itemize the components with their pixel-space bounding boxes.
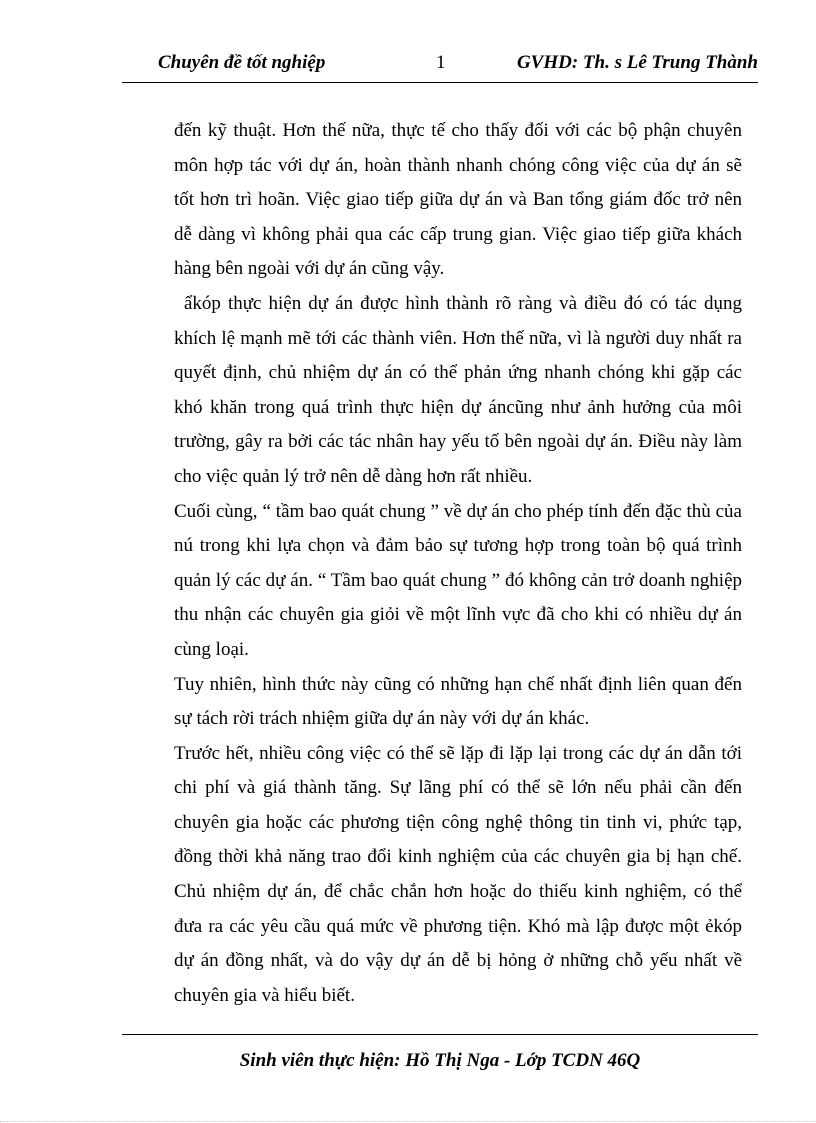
paragraph-5: Trước hết, nhiều công việc có thể sẽ lặp đi lặp lại trong các dự án dẫn tới chi phí và giá thành tăng. Sự lãng phí có thể sẽ lớn nếu phải cần đến chuyên gia hoặc các phương tiện công nghệ thông tin tinh vi, phức tạp, đồng thời khả năng trao đổi kinh nghiệm của các chuyên gia bị hạn chế. Chủ nhiệm dự án, để chắc chắn hơn hoặc do thiếu kinh nghiệm, có thể đưa ra các yêu cầu quá mức về phương tiện. Khó mà lập được một ẻkóp dự án đồng nhất, và do vậy dự án dễ bị hỏng ở những chỗ yếu nhất về chuyên gia và hiểu biết. (174, 742, 742, 1006)
document-body (174, 114, 742, 1013)
page-number: 1 (436, 52, 446, 73)
header-rule (122, 82, 758, 83)
page-break-line (0, 1121, 816, 1122)
paragraph-2: ẩkóp thực hiện dự án được hình thành rõ ràng và điều đó có tác dụng khích lệ mạnh mẽ tới các thành viên. Hơn thế nữa, vì là người duy nhất ra quyết định, chủ nhiệm dự án có thể phản ứng nhanh chóng khi gặp các khó khăn trong quá trình thực hiện dự áncũng như ảnh hưởng của môi trường, gây ra bởi các tác nhân hay yếu tố bên ngoài dự án. Điều này làm cho việc quản lý trở nên dễ dàng hơn rất nhiều. (174, 292, 742, 487)
header-advisor: GVHD: Th. s Lê Trung Thành (516, 52, 758, 73)
footer-rule (122, 1034, 758, 1035)
paragraph-1: đến kỹ thuật. Hơn thế nữa, thực tế cho thấy đối với các bộ phận chuyên môn hợp tác với dự án, hoàn thành nhanh chóng công việc của dự án sẽ tốt hơn trì hoãn. Việc giao tiếp giữa dự án và Ban tổng giám đốc trở nên dễ dàng vì không phải qua các cấp trung gian. Việc giao tiếp giữa khách hàng bên ngoài với dự án cũng vậy. (174, 120, 742, 280)
paragraph-3: Cuối cùng, “ tầm bao quát chung ” về dự án cho phép tính đến đặc thù của nú trong khi lựa chọn và đảm bảo sự tương hợp trong toàn bộ quá trình quản lý các dự án. “ Tầm bao quát chung ” đó không cản trở doanh nghiệp thu nhận các chuyên gia giỏi về một lĩnh vực đã cho khi có nhiều dự án cùng loại. (174, 500, 742, 660)
page-footer: Sinh viên thực hiện: Hồ Thị Nga - Lớp TCDN 46Q (239, 1050, 641, 1071)
page-header (122, 52, 758, 82)
header-title: Chuyên đề tốt nghiệp (158, 52, 326, 73)
paragraph-4: Tuy nhiên, hình thức này cũng có những hạn chế nhất định liên quan đến sự tách rời trách nhiệm giữa dự án này với dự án khác. (174, 673, 742, 730)
